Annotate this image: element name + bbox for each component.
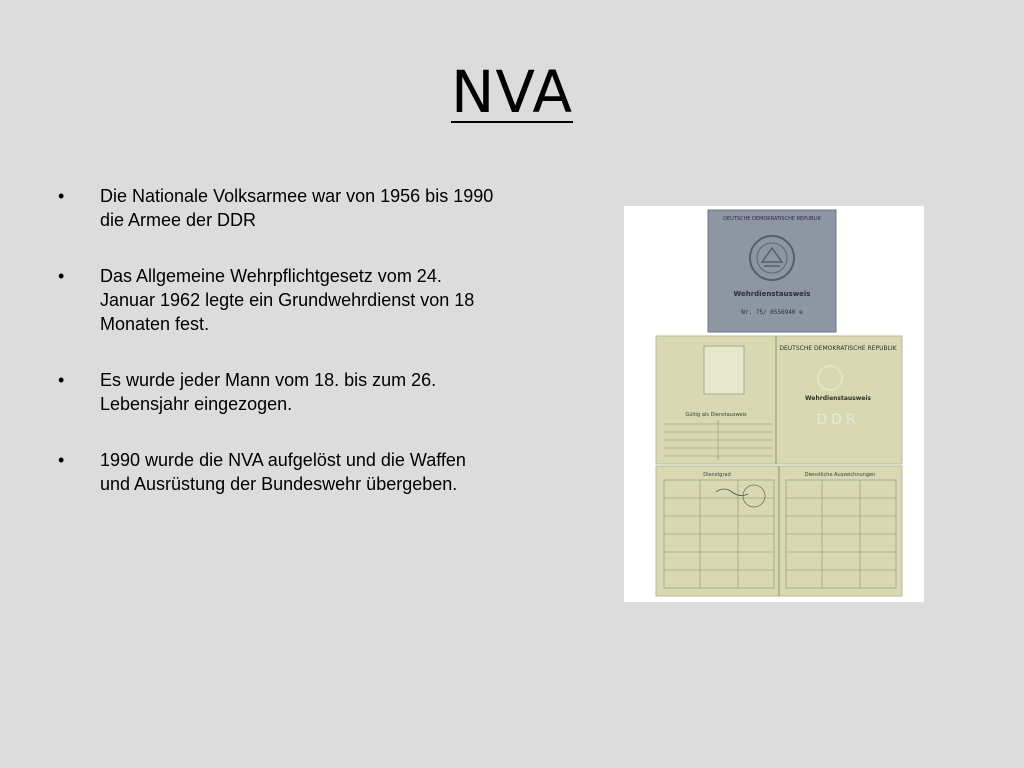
bullet-marker: • (58, 450, 65, 470)
inner-right-name: Wehrdienstausweis (805, 395, 871, 402)
bullet-marker: • (58, 186, 65, 206)
ddr-watermark: DDR (816, 412, 860, 428)
bullet-marker: • (58, 370, 65, 390)
passport-inner-spread (656, 336, 902, 464)
bullet-text: Das Allgemeine Wehrpflichtgesetz vom 24. Januar 1962 legte ein Grundwehrdienst von 18 Monaten fest. (100, 266, 475, 334)
passport-records-spread (656, 466, 902, 596)
bullet-list (58, 184, 498, 528)
slide-title (0, 58, 1024, 126)
inner-left-caption: Gültig als Dienstausweis (685, 412, 747, 418)
wehrdienstausweis-photo (624, 206, 924, 602)
records-left-header: Dienstgrad (703, 472, 731, 478)
bullet-item (58, 368, 498, 416)
slide-title-text: NVA (450, 58, 574, 126)
bullet-text: Die Nationale Volksarmee war von 1956 bis 1990 die Armee der DDR (100, 186, 494, 230)
photo-placeholder (704, 346, 744, 394)
bullet-item (58, 448, 498, 496)
bullet-item (58, 264, 498, 336)
bullet-text: 1990 wurde die NVA aufgelöst und die Waffen und Ausrüstung der Bundeswehr übergeben. (100, 450, 466, 494)
bullet-text: Es wurde jeder Mann vom 18. bis zum 26. Lebensjahr eingezogen. (100, 370, 437, 414)
records-right-header: Dienstliche Auszeichnungen (804, 472, 876, 478)
passport-cover (708, 210, 836, 332)
bullet-marker: • (58, 266, 65, 286)
cover-name: Wehrdienstausweis (733, 290, 811, 298)
cover-number: Nr. 75/ 0556940 ⊕ (741, 309, 803, 316)
cover-header: DEUTSCHE DEMOKRATISCHE REPUBLIK (723, 216, 821, 222)
inner-right-header: DEUTSCHE DEMOKRATISCHE REPUBLIK (779, 345, 897, 352)
bullet-item (58, 184, 498, 232)
